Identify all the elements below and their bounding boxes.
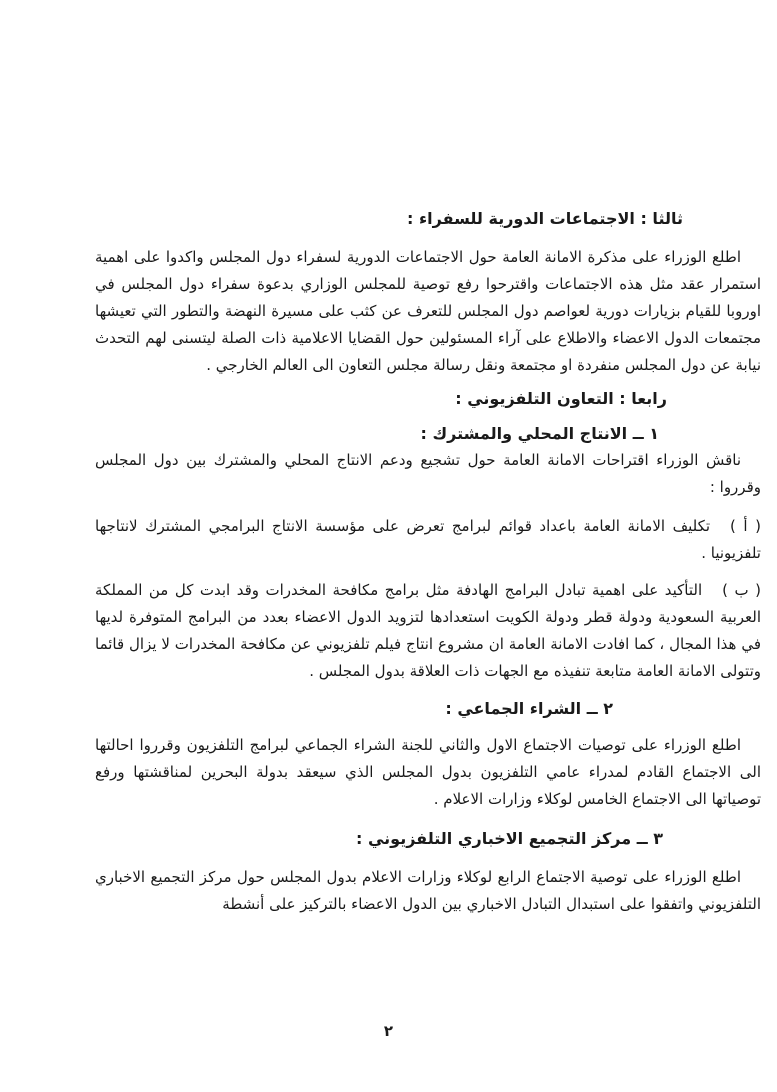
subheading-2-collective-purchasing: ٢ ــ الشراء الجماعي :: [445, 699, 613, 718]
paragraph-tv-news-gathering-center: اطلع الوزراء على توصية الاجتماع الرابع لوكلاء وزارات الاعلام بدول المجلس حول مركز التجميع الاخباري التلفزيوني واتفقوا على استبدال التبادل الاخباري بين الدول الاعضاء بالتركيز على أنشطة: [95, 868, 761, 913]
page-number: ٢: [383, 1022, 394, 1040]
list-item-a: [95, 513, 761, 567]
section-heading-third-periodic-ambassador-meetings: ثالثا : الاجتماعات الدورية للسفراء :: [407, 209, 683, 228]
subheading-3-tv-news-gathering-center: ٣ ــ مركز التجميع الاخباري التلفزيوني :: [356, 829, 663, 848]
list-item-b: [95, 577, 761, 685]
subheading-1-local-joint-production: ١ ــ الانتاج المحلي والمشترك :: [420, 424, 659, 443]
paragraph-local-joint-production-intro: ناقش الوزراء اقتراحات الامانة العامة حول تشجيع ودعم الانتاج المحلي والمشترك بين دول المجلس وقرروا :: [95, 451, 761, 496]
paragraph-collective-purchasing: اطلع الوزراء على توصيات الاجتماع الاول والثاني للجنة الشراء الجماعي لبرامج التلفزيون وقرروا احالتها الى الاجتماع القادم لمدراء عامي التلفزيون بدول المجلس الذي سيعقد بدولة البحرين لمناقشتها ورفع توصياتها الى الاجتماع الخامس لوكلاء وزارات الاعلام .: [95, 736, 761, 808]
list-item-a-marker: ( أ ): [730, 517, 761, 535]
list-item-b-marker: ( ب ): [722, 581, 761, 599]
section-heading-fourth-television-cooperation: رابعا : التعاون التلفزيوني :: [455, 389, 667, 408]
list-item-a-text: تكليف الامانة العامة باعداد قوائم لبرامج تعرض على مؤسسة الانتاج البرامجي المشترك لانتاجها تلفزيونيا .: [95, 517, 761, 562]
paragraph-ambassador-meetings: اطلع الوزراء على مذكرة الامانة العامة حول الاجتماعات الدورية لسفراء دول المجلس واكدوا على اهمية استمرار عقد مثل هذه الاجتماعات واقترحوا رفع توصية للمجلس الوزاري بدعوة سفراء دول المجلس في اوروبا للقيام بزيارات دورية لعواصم دول المجلس للتعرف عن كثب على مسيرة النهضة والتطور التي تعيشها مجتمعات الدول الاعضاء والاطلاع على آراء المسئولين حول القضايا الاعلامية ذات الصلة ليتسنى لهم التحدث نيابة عن دول المجلس منفردة او مجتمعة ونقل رسالة مجلس التعاون الى العالم الخارجي .: [95, 248, 761, 374]
list-item-b-text: التأكيد على اهمية تبادل البرامج الهادفة مثل برامج مكافحة المخدرات وقد ابدت كل من المملكة العربية السعودية ودولة قطر ودولة الكويت استعدادها لتزويد الدول الاعضاء بعدد من البرامج المتوفرة لديها في هذا المجال ، كما افادت الامانة العامة ان مشروع انتاج فيلم تلفزيوني عن مكافحة المخدرات لا يزال قائما وتتولى الامانة العامة متابعة تنفيذه مع الجهات ذات العلاقة بدول المجلس .: [95, 581, 761, 680]
